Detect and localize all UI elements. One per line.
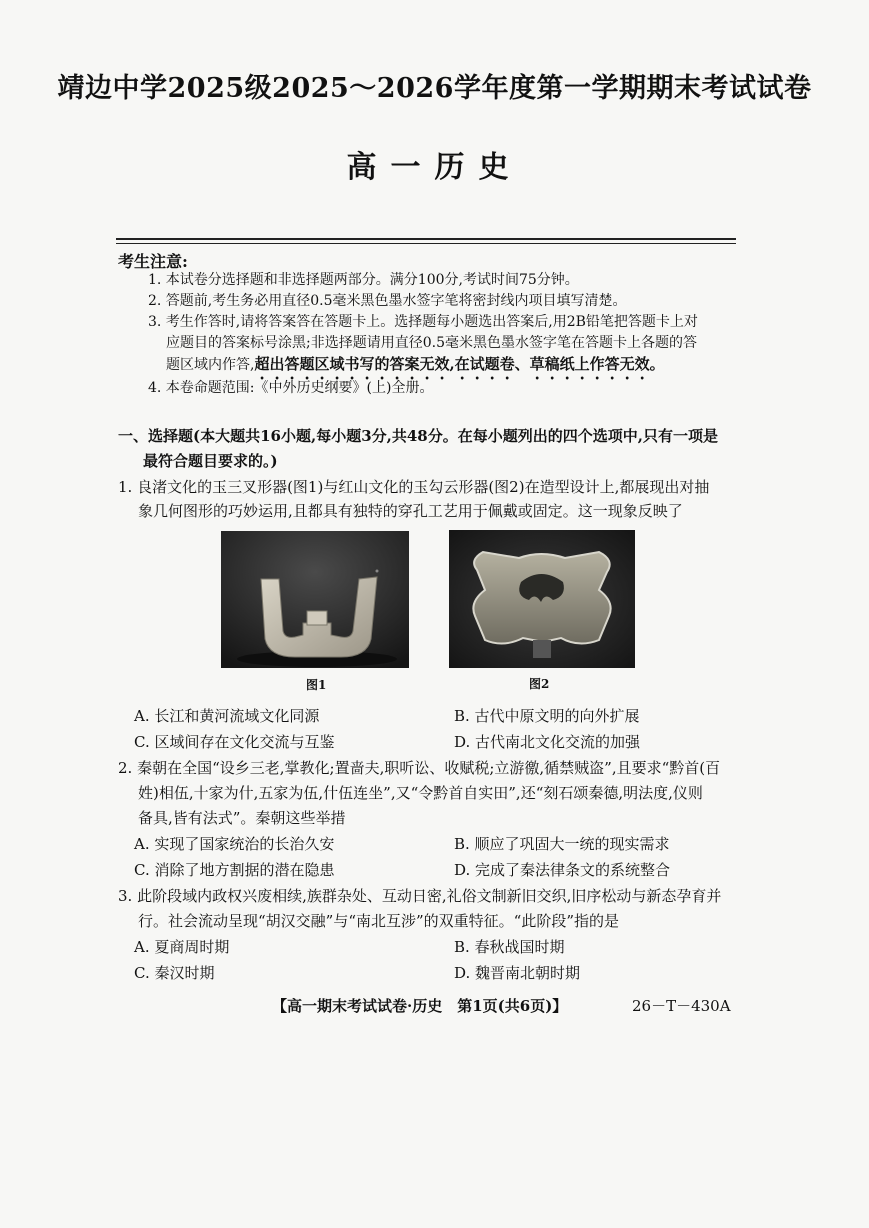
question-3-stem-cont: 行。社会流动呈现“胡汉交融”与“南北互涉”的双重特征。“此阶段”指的是 — [138, 912, 620, 930]
notice-emphasis: 超出答题区域书写的答案无效,在试题卷、草稿纸上作答无效。 — [254, 355, 665, 373]
question-1-option-b: B. 古代中原文明的向外扩展 — [454, 707, 640, 725]
question-1-option-c: C. 区域间存在文化交流与互鉴 — [134, 733, 335, 751]
paper-code: 26－T－430A — [632, 997, 731, 1015]
question-3-option-c: C. 秦汉时期 — [134, 964, 215, 982]
figure-1-caption: 图1 — [306, 678, 327, 692]
question-2-option-d: D. 完成了秦法律条文的系统整合 — [454, 861, 671, 879]
question-2-stem: 2. 秦朝在全国“设乡三老,掌教化;置啬夫,职听讼、收赋税;立游徼,循禁贼盗”,且要求“黔首(百 — [118, 759, 721, 777]
figure-1-image — [221, 531, 409, 668]
question-2-option-c: C. 消除了地方割据的潜在隐患 — [134, 861, 335, 879]
notice-item-2: 2. 答题前,考生务必用直径0.5毫米黑色墨水签字笔将密封线内项目填写清楚。 — [148, 293, 627, 309]
question-2-option-b: B. 顺应了巩固大一统的现实需求 — [454, 835, 670, 853]
header-rule-thick — [116, 238, 736, 240]
question-1-option-a: A. 长江和黄河流域文化同源 — [134, 707, 320, 725]
question-3-option-a: A. 夏商周时期 — [134, 938, 230, 956]
notice-item-3-cont: 应题目的答案标号涂黑;非选择题请用直径0.5毫米黑色墨水签字笔在答题卡上各题的答 — [166, 335, 697, 351]
page-footer: 【高一期末考试试卷·历史 第1页(共6页)】 — [272, 997, 568, 1015]
question-2-stem-cont: 姓)相伍,十家为什,五家为伍,什伍连坐”,又“令黔首自实田”,还“刻石颂秦德,明法度,仪则 — [138, 784, 703, 802]
subject-title: 高一历史 — [346, 150, 523, 185]
jade-trident-icon — [221, 531, 409, 668]
figure-2-image — [449, 530, 635, 668]
question-2-stem-end: 备具,皆有法式”。秦朝这些举措 — [138, 809, 346, 827]
question-1-option-d: D. 古代南北文化交流的加强 — [454, 733, 641, 751]
exam-title: 靖边中学2025级2025～2026学年度第一学期期末考试试卷 — [57, 73, 812, 104]
notice-item-3: 3. 考生作答时,请将答案答在答题卡上。选择题每小题选出答案后,用2B铅笔把答题卡上对 — [148, 314, 698, 330]
question-2-option-a: A. 实现了国家统治的长治久安 — [134, 835, 335, 853]
section-heading: 一、选择题(本大题共16小题,每小题3分,共48分。在每小题列出的四个选项中,只有一项是 — [118, 427, 718, 445]
notice-item-4: 4. 本卷命题范围:《中外历史纲要》(上)全册。 — [148, 380, 434, 396]
notice-item-1: 1. 本试卷分选择题和非选择题两部分。满分100分,考试时间75分钟。 — [148, 272, 579, 288]
section-heading-cont: 最符合题目要求的。) — [143, 452, 278, 470]
figure-2-caption: 图2 — [529, 677, 550, 691]
question-1-stem: 1. 良渚文化的玉三叉形器(图1)与红山文化的玉勾云形器(图2)在造型设计上,都展现出对抽 — [118, 478, 710, 496]
header-rule-thin — [116, 243, 736, 244]
notice-heading: 考生注意: — [118, 252, 188, 271]
question-1-stem-cont: 象几何图形的巧妙运用,且都具有独特的穿孔工艺用于佩戴或固定。这一现象反映了 — [138, 502, 683, 520]
notice-item-3-tail: 题区域内作答, — [166, 357, 255, 373]
question-3-stem: 3. 此阶段域内政权兴废相续,族群杂处、互动日密,礼俗文制新旧交织,旧序松动与新态孕育并 — [118, 887, 722, 905]
jade-cloud-icon — [449, 530, 635, 668]
question-3-option-d: D. 魏晋南北朝时期 — [454, 964, 581, 982]
question-3-option-b: B. 春秋战国时期 — [454, 938, 565, 956]
